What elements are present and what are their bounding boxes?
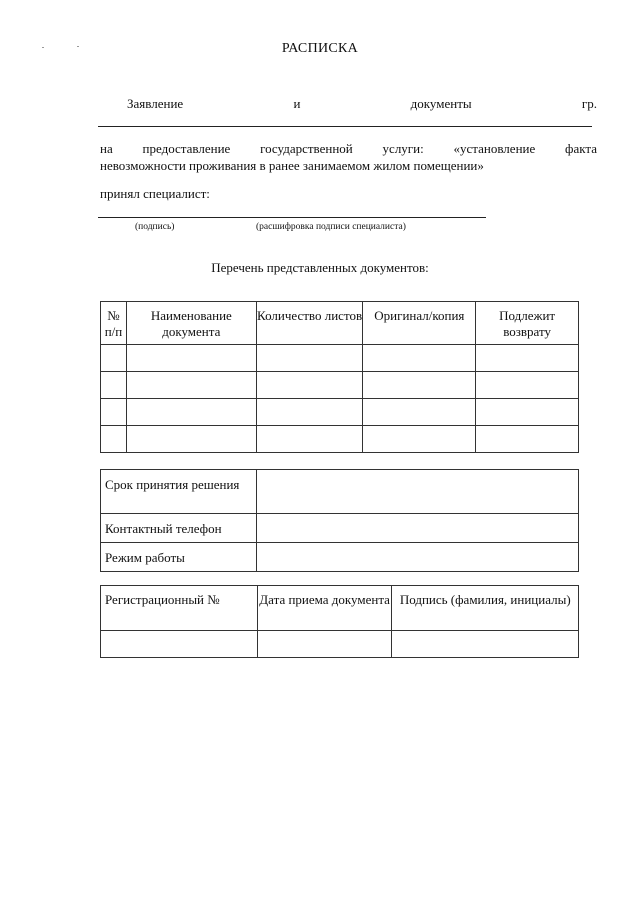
table-cell[interactable] bbox=[256, 372, 363, 399]
registration-table-header bbox=[101, 586, 579, 631]
working-hours-label: Режим работы bbox=[101, 543, 257, 572]
statement-word: документы bbox=[410, 96, 472, 111]
signature-caption: (подпись) bbox=[135, 222, 175, 232]
column-header-return: Подлежит возврату bbox=[476, 302, 579, 345]
table-cell[interactable] bbox=[257, 631, 392, 658]
table-cell[interactable] bbox=[256, 399, 363, 426]
table-cell[interactable] bbox=[363, 345, 476, 372]
table-row bbox=[101, 399, 579, 426]
column-header-name: Наименование документа bbox=[126, 302, 256, 345]
table-row bbox=[101, 631, 579, 658]
statement-line bbox=[127, 96, 597, 112]
statement-word: и bbox=[293, 96, 301, 111]
decision-term-value[interactable] bbox=[256, 470, 578, 514]
table-cell[interactable] bbox=[256, 426, 363, 453]
table-cell[interactable] bbox=[126, 345, 256, 372]
column-header-sheets: Количество листов bbox=[256, 302, 363, 345]
table-row bbox=[101, 543, 579, 572]
column-header-receipt-date: Дата приема документа bbox=[257, 586, 392, 631]
documents-list-title: Перечень представленных документов: bbox=[211, 260, 429, 275]
table-row bbox=[101, 426, 579, 453]
table-row bbox=[101, 345, 579, 372]
info-table bbox=[100, 469, 579, 572]
table-cell[interactable] bbox=[392, 631, 579, 658]
table-cell[interactable] bbox=[126, 372, 256, 399]
specialist-signature-line bbox=[98, 217, 486, 218]
registration-table bbox=[100, 585, 579, 658]
decision-term-label: Срок принятия решения bbox=[101, 470, 257, 514]
statement-word: гр. bbox=[581, 96, 597, 111]
table-cell[interactable] bbox=[101, 399, 127, 426]
table-cell[interactable] bbox=[363, 399, 476, 426]
table-cell[interactable] bbox=[363, 372, 476, 399]
contact-phone-value[interactable] bbox=[256, 514, 578, 543]
service-text-line-1: на предоставление государственной услуги: «установление факта bbox=[100, 141, 597, 156]
service-text-line-2: невозможности проживания в ранее занимаемом жилом помещении» bbox=[100, 158, 484, 173]
contact-phone-label: Контактный телефон bbox=[101, 514, 257, 543]
statement-word: Заявление bbox=[127, 96, 184, 111]
table-cell[interactable] bbox=[476, 345, 579, 372]
table-row bbox=[101, 514, 579, 543]
column-header-original-copy: Оригинал/копия bbox=[363, 302, 476, 345]
documents-table bbox=[100, 301, 579, 453]
documents-table-header bbox=[101, 302, 579, 345]
accepted-by-label: принял специалист: bbox=[100, 186, 210, 201]
table-row bbox=[101, 470, 579, 514]
working-hours-value[interactable] bbox=[256, 543, 578, 572]
column-header-registration-number: Регистрационный № bbox=[101, 586, 258, 631]
table-cell[interactable] bbox=[101, 345, 127, 372]
table-cell[interactable] bbox=[126, 426, 256, 453]
table-cell[interactable] bbox=[363, 426, 476, 453]
table-cell[interactable] bbox=[101, 372, 127, 399]
table-cell[interactable] bbox=[476, 426, 579, 453]
column-header-signature: Подпись (фамилия, инициалы) bbox=[392, 586, 579, 631]
column-header-number: № п/п bbox=[101, 302, 127, 345]
table-row bbox=[101, 372, 579, 399]
table-cell[interactable] bbox=[101, 631, 258, 658]
page-title: РАСПИСКА bbox=[281, 41, 359, 56]
table-cell[interactable] bbox=[101, 426, 127, 453]
table-cell[interactable] bbox=[476, 399, 579, 426]
table-cell[interactable] bbox=[476, 372, 579, 399]
applicant-name-line bbox=[98, 126, 592, 127]
signature-decode-caption: (расшифровка подписи специалиста) bbox=[256, 222, 406, 232]
table-cell[interactable] bbox=[256, 345, 363, 372]
table-cell[interactable] bbox=[126, 399, 256, 426]
